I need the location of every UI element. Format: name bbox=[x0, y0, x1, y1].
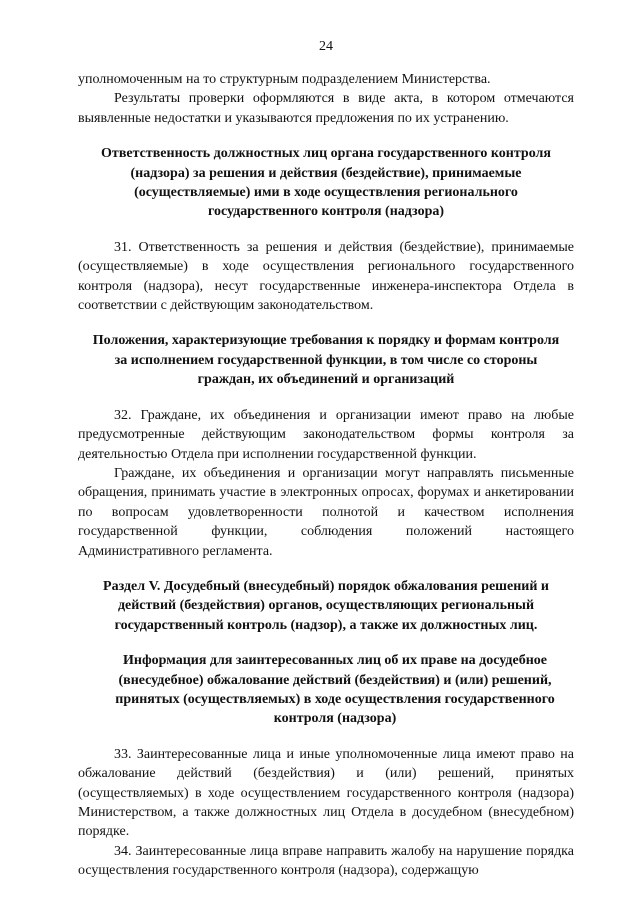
paragraph-inspection-results: Результаты проверки оформляются в виде акта, в котором отмечаются выявленные недостатки и указываются предложения по их устранению. bbox=[78, 91, 574, 126]
heading-officials-responsibility: Ответственность должностных лиц органа государственного контроля (надзора) за решения и действия (бездействие), принимаемые (осуществляемые) ими в ходе осуществления регионального государственного контроля (надзора) bbox=[101, 146, 551, 220]
paragraph-34: 34. Заинтересованные лица вправе направить жалобу на нарушение порядка осуществления государственного контроля (надзора), содержащую bbox=[78, 843, 574, 879]
paragraph-32-citizens: Граждане, их объединения и организации могут направлять письменные обращения, принимать участие в электронных опросах, форумах и анкетировании по вопросам удовлетворенности полнотой и качеством исполнения государственной функции, соблюдения положений настоящего Административного регламента. bbox=[78, 465, 574, 559]
heading-appeal-information: Информация для заинтересованных лиц об их праве на досудебное (внесудебное) обжалование действий (бездействия) и (или) решений, принятых (осуществляемых) в ходе осуществления государственного контроля (надзора) bbox=[115, 653, 555, 727]
heading-control-requirements: Положения, характеризующие требования к порядку и формам контроля за исполнением государственной функции, в том числе со стороны граждан, их объединений и организаций bbox=[92, 333, 560, 388]
paragraph-33: 33. Заинтересованные лица и иные уполномоченные лица имеют право на обжалование действий (бездействия) и (или) решений, принятых (осуществляемых) в ходе осуществлением государственного контроля (надзора) Министерством, а также должностных лиц Отдела в досудебном (внесудебном) порядке. bbox=[78, 746, 574, 840]
heading-section-v: Раздел V. Досудебный (внесудебный) порядок обжалования решений и действий (бездействия) органов, осуществляющих региональный государственный контроль (надзор), а также их должностных лиц. bbox=[103, 578, 549, 633]
page-number: 24 bbox=[319, 39, 333, 54]
paragraph-continuation: уполномоченным на то структурным подразделением Министерства. bbox=[78, 72, 491, 87]
paragraph-32: 32. Граждане, их объединения и организации имеют право на любые предусмотренные действующим законодательством формы контроля за деятельностью Отдела при исполнении государственной функции. bbox=[78, 407, 574, 462]
paragraph-31: 31. Ответственность за решения и действия (бездействие), принимаемые (осуществляемые) в ходе осуществления регионального государственного контроля (надзора), несут государственные инженера-инспектора Отдела в соответствии с действующим законодательством. bbox=[78, 239, 574, 314]
